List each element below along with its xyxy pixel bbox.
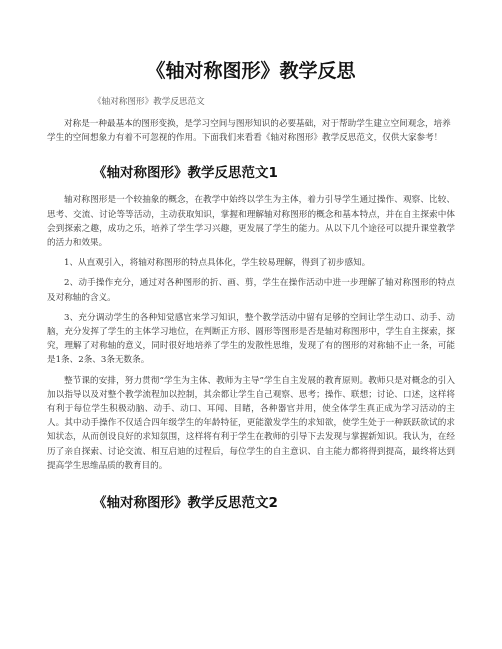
section-heading-2: 《轴对称图形》教学反思范文2	[93, 495, 278, 512]
intro-paragraph: 对称是一种最基本的图形变换，是学习空间与图形知识的必要基础，对于帮助学生建立空间观念，培养学生的空间想象力有着不可忽视的作用。下面我们来看看《轴对称图形》教学反思范文，仅供大家参考！	[47, 119, 451, 144]
section-heading-1: 《轴对称图形》教学反思范文1	[93, 165, 278, 182]
document-subtitle: 《轴对称图形》教学反思范文	[93, 97, 205, 107]
section-1-paragraph: 2、动手操作充分，通过对各种图形的折、画、剪，学生在操作活动中进一步理解了轴对称图形的特点及对称轴的含义。	[47, 278, 455, 303]
document-title: 《轴对称图形》教学反思	[146, 60, 356, 82]
section-1-paragraph: 3、充分调动学生的各种知觉感官来学习知识，整个教学活动中留有足够的空间让学生动口、动手、动脑，充分发挥了学生的主体学习地位，在判断正方形、圆形等图形是否是轴对称图形中，学生自主探索，探究，理解了对称轴的意义，同时很好地培养了学生的发散性思维，发现了有的图形的对称轴不止一条，可能是1条、2条、3条无数条。	[47, 312, 455, 366]
section-1-paragraph: 1、从直观引入，将轴对称图形的特点具体化，学生较易理解，得到了初步感知。	[64, 258, 371, 269]
section-1-paragraph: 轴对称图形是一个较抽象的概念，在教学中始终以学生为主体，着力引导学生通过操作、观察、比较、思考、交流、讨论等等活动，主动获取知识，掌握和理解轴对称图形的概念和基本特点，并在自主探索中体会到探索之趣，成功之乐，培养了学生学习兴趣，更发展了学生的能力。从以下几个途径可以提升课堂教学的活力和效果。	[47, 195, 455, 249]
section-1-paragraph: 整节课的安排，努力贯彻“学生为主体、教师为主导”学生自主发展的教育原则。教师只是对概念的引入加以指导以及对整个教学流程加以控制，其余都让学生自己观察、思考；操作、联想；讨论、口述，这样将有利于每位学生积极动脑、动手、动口、耳闻、目睹，各种器官并用，使全体学生真正成为学习活动的主人。其中动手操作不仅适合四年级学生的年龄特征，更能激发学生的求知欲，使学生处于一种跃跃欲试的求知状态，从而创设良好的求知氛围，这样将有利于学生在教师的引导下去发现与掌握新知识。我认为，在经历了亲自探索、讨论交流、相互启迪的过程后，每位学生的自主意识、自主能力都将得到提高，最终将达到提高学生思维品质的教育目的。	[47, 375, 455, 471]
